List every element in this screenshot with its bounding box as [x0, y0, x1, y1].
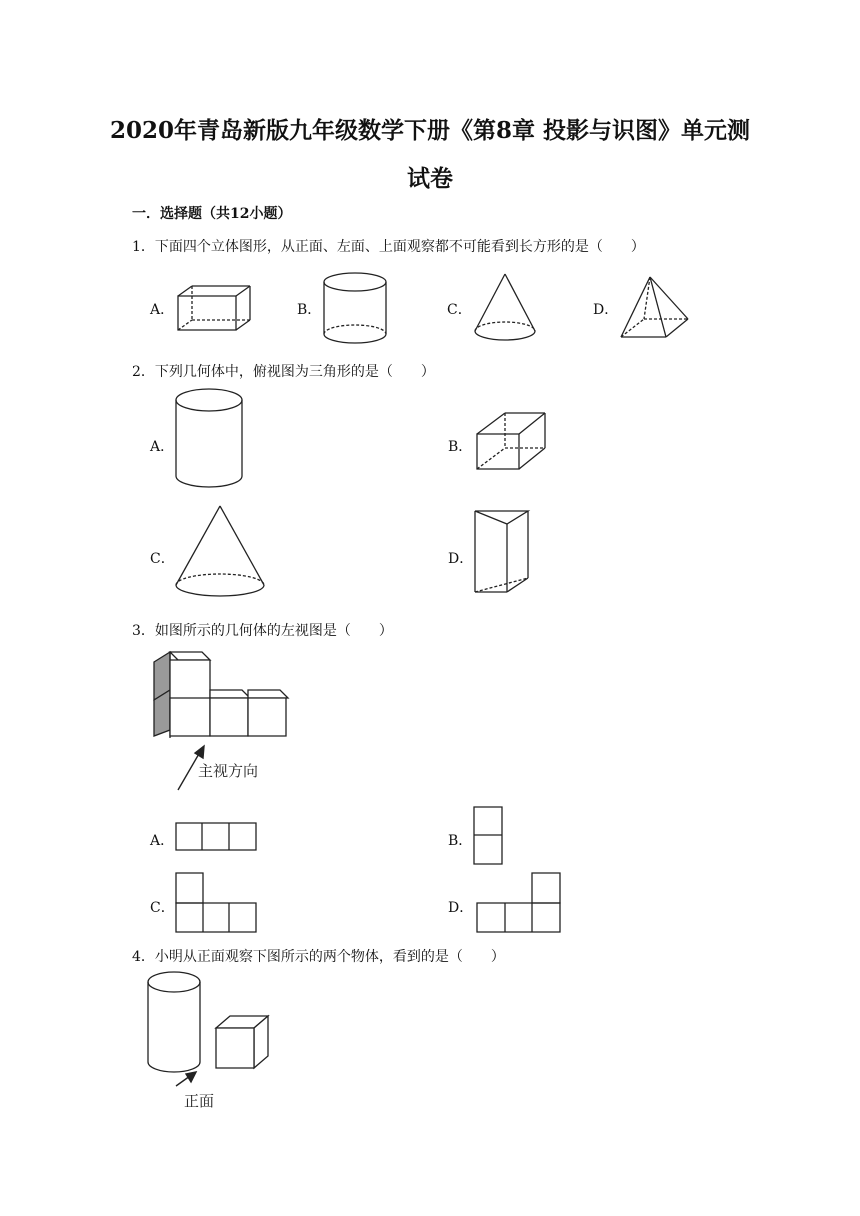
- question-2-text: 2．下列几何体中，俯视图为三角形的是（ ）: [132, 364, 435, 380]
- q3-option-c-label: C．: [150, 900, 175, 916]
- q1-option-c-label: C．: [447, 302, 472, 318]
- q1-option-a-label: A．: [150, 302, 175, 318]
- section-heading: 一．选择题（共12小题）: [132, 206, 292, 222]
- q3-option-d-figure: [476, 872, 562, 934]
- q3-option-d-label: D．: [448, 900, 474, 916]
- q3-option-b-label: B．: [448, 833, 473, 849]
- q2-option-d-label: D．: [448, 551, 474, 567]
- page-title-line1: 2020年青岛新版九年级数学下册《第8章 投影与识图》单元测: [109, 117, 751, 144]
- q2-cuboid-figure: [474, 410, 548, 472]
- question-1-text: 1．下面四个立体图形，从正面、左面、上面观察都不可能看到长方形的是（ ）: [132, 239, 645, 255]
- q1-option-d-label: D．: [593, 302, 619, 318]
- q2-triangular-prism-figure: [472, 508, 532, 596]
- q1-pyramid-figure: [618, 275, 692, 341]
- question-4-text: 4．小明从正面观察下图所示的两个物体，看到的是（ ）: [132, 949, 505, 965]
- q2-cylinder-figure: [174, 388, 246, 492]
- question-3-text: 3．如图所示的几何体的左视图是（ ）: [132, 623, 393, 639]
- q3-figure-caption: 主视方向: [198, 762, 259, 780]
- q3-option-c-figure: [175, 872, 259, 934]
- q1-cylinder-figure: [323, 272, 389, 346]
- q1-option-b-label: B．: [297, 302, 322, 318]
- q2-option-b-label: B．: [448, 439, 473, 455]
- q3-option-a-figure: [175, 822, 259, 852]
- q3-cube-stack-figure: [150, 650, 292, 796]
- q2-cone-figure: [174, 503, 266, 599]
- q3-option-a-label: A．: [150, 833, 175, 849]
- q4-objects-figure: [146, 970, 272, 1110]
- q3-option-b-figure: [473, 806, 505, 866]
- q1-cuboid-figure: [176, 284, 252, 334]
- q4-figure-caption: 正面: [184, 1092, 215, 1110]
- q2-option-c-label: C．: [150, 551, 175, 567]
- q2-option-a-label: A．: [150, 439, 175, 455]
- q1-cone-figure: [473, 272, 537, 344]
- page-title-line2: 试卷: [407, 165, 453, 192]
